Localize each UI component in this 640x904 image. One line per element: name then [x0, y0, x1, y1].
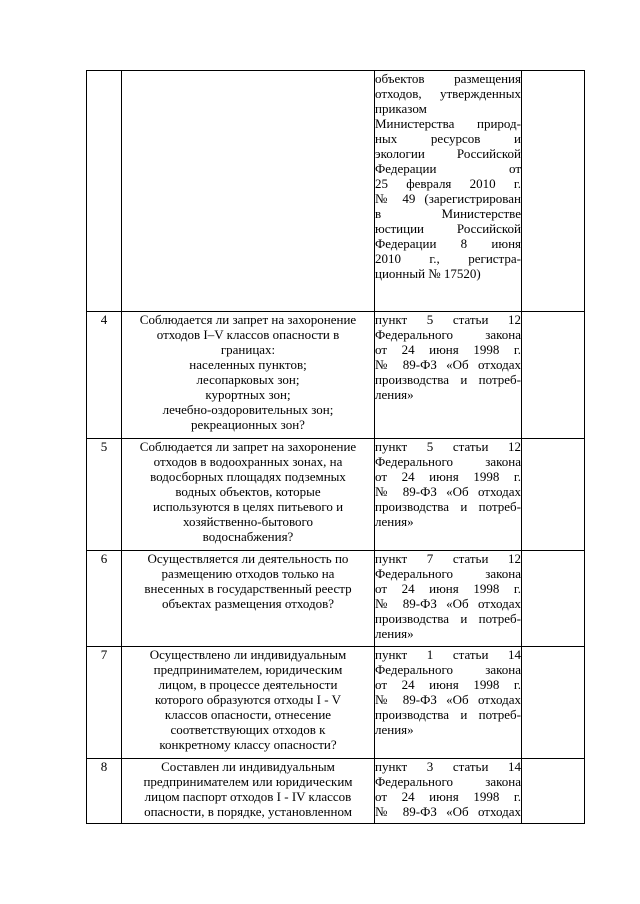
- reference-line: производства и потреб-: [375, 372, 521, 387]
- reference-cell: [375, 439, 522, 551]
- question-cell: [122, 647, 375, 759]
- question-cell: [122, 71, 375, 312]
- reference-line: от 24 июня 1998 г.: [375, 469, 521, 484]
- reference-line: № 89-ФЗ «Об отходах: [375, 484, 521, 499]
- reference-cell: [375, 551, 522, 647]
- notes-cell: [522, 551, 585, 647]
- reference-line: Федерального закона: [375, 454, 521, 469]
- row-number-cell: 4: [87, 312, 122, 439]
- table-row: [87, 759, 585, 824]
- reference-line: Федерального закона: [375, 327, 521, 342]
- table-row: [87, 312, 585, 439]
- question-text: Составлен ли индивидуальным предпринимателем или юридическим лицом паспорт отходов I - IV классов опасности, в порядке, установленном: [143, 759, 353, 819]
- notes-cell: [522, 759, 585, 824]
- reference-line: Министерства природ-: [375, 116, 521, 131]
- reference-line: производства и потреб-: [375, 499, 521, 514]
- table-row: [87, 439, 585, 551]
- reference-cell: [375, 312, 522, 439]
- reference-line: № 49 (зарегистрирован: [375, 191, 521, 206]
- requirements-table: [86, 70, 585, 824]
- reference-line: пункт 7 статьи 12: [375, 551, 521, 566]
- notes-cell: [522, 439, 585, 551]
- reference-line: приказом: [375, 101, 427, 116]
- reference-line: Федерального закона: [375, 566, 521, 581]
- question-text: Осуществляется ли деятельность по размещению отходов только на внесенных в государственный реестр объектах размещения отходов?: [144, 551, 352, 611]
- row-number-cell: 7: [87, 647, 122, 759]
- question-cell: [122, 312, 375, 439]
- reference-line: экологии Российской: [375, 146, 521, 161]
- reference-line: от 24 июня 1998 г.: [375, 789, 521, 804]
- notes-cell: [522, 647, 585, 759]
- table-row: [87, 551, 585, 647]
- reference-line: Федерации от: [375, 161, 521, 176]
- reference-line: ления»: [375, 387, 414, 402]
- reference-line: объектов размещения: [375, 71, 521, 86]
- reference-line: юстиции Российской: [375, 221, 521, 236]
- reference-line: производства и потреб-: [375, 611, 521, 626]
- question-cell: [122, 551, 375, 647]
- question-text: Соблюдается ли запрет на захоронение отходов I–V классов опасности в границах: населенных пунктов; лесопарковых зон; курортных зон; лечебно-оздоровительных зон; рекреационных зон?: [139, 312, 357, 432]
- reference-line: № 89-ФЗ «Об отходах: [375, 357, 521, 372]
- question-cell: [122, 759, 375, 824]
- reference-line: Федерального закона: [375, 774, 521, 789]
- notes-cell: [522, 71, 585, 312]
- reference-line: производства и потреб-: [375, 707, 521, 722]
- reference-line: 2010 г., регистра-: [375, 251, 521, 266]
- row-number-cell: 6: [87, 551, 122, 647]
- reference-line: от 24 июня 1998 г.: [375, 581, 521, 596]
- reference-cell: [375, 759, 522, 824]
- reference-cell: [375, 71, 522, 312]
- table-row: [87, 71, 585, 312]
- row-number-cell: [87, 71, 122, 312]
- reference-line: ления»: [375, 722, 414, 737]
- reference-line: ления»: [375, 626, 414, 641]
- question-text: Осуществлено ли индивидуальным предпринимателем, юридическим лицом, в процессе деятельности которого образуются отходы I - V классов опасности, отнесение соответствующих отходов к конкретному классу опасности?: [149, 647, 347, 752]
- reference-line: отходов, утвержденных: [375, 86, 521, 101]
- reference-line: в Министерстве: [375, 206, 521, 221]
- reference-line: пункт 5 статьи 12: [375, 312, 521, 327]
- reference-line: Федерального закона: [375, 662, 521, 677]
- reference-line: № 89-ФЗ «Об отходах: [375, 692, 521, 707]
- reference-line: № 89-ФЗ «Об отходах: [375, 804, 521, 819]
- reference-line: 25 февраля 2010 г.: [375, 176, 521, 191]
- reference-line: пункт 1 статьи 14: [375, 647, 521, 662]
- reference-cell: [375, 647, 522, 759]
- reference-line: Федерации 8 июня: [375, 236, 521, 251]
- reference-line: № 89-ФЗ «Об отходах: [375, 596, 521, 611]
- reference-line: пункт 5 статьи 12: [375, 439, 521, 454]
- reference-line: ционный № 17520): [375, 266, 481, 281]
- question-text: Соблюдается ли запрет на захоронение отходов в водоохранных зонах, на водосборных площадях подземных водных объектов, которые используются в целях питьевого и хозяйственно-бытового водоснабжения?: [139, 439, 357, 544]
- question-cell: [122, 439, 375, 551]
- reference-line: от 24 июня 1998 г.: [375, 677, 521, 692]
- row-number-cell: 8: [87, 759, 122, 824]
- reference-line: пункт 3 статьи 14: [375, 759, 521, 774]
- row-number-cell: 5: [87, 439, 122, 551]
- notes-cell: [522, 312, 585, 439]
- reference-line: от 24 июня 1998 г.: [375, 342, 521, 357]
- table-row: [87, 647, 585, 759]
- reference-line: ления»: [375, 514, 414, 529]
- reference-line: ных ресурсов и: [375, 131, 521, 146]
